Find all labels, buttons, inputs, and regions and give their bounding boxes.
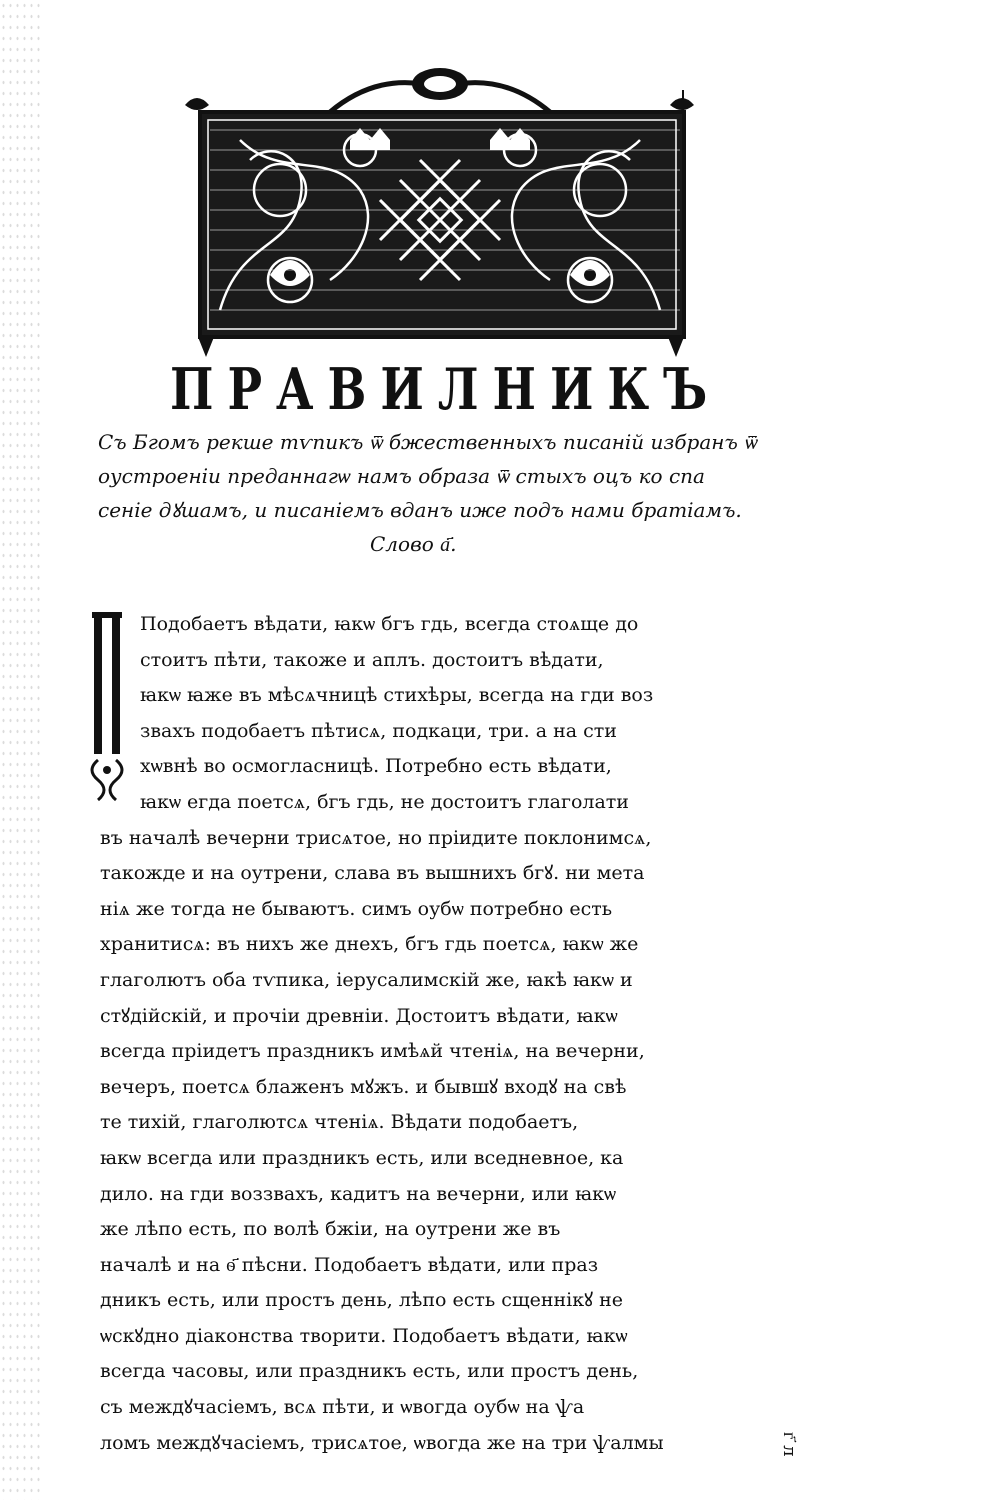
body-line: звахъ подобаетъ пѣтисѧ, подкаци, три. а на сти	[140, 719, 617, 742]
body-line: дникъ есть, или простъ день, лѣпо есть сщеннікꙋ не	[100, 1289, 623, 1312]
body-line: ѡскꙋдно діаконства творити. Подобаетъ вѣдати, ꙗкѡ	[100, 1324, 628, 1347]
body-line: всегда пріидетъ праздникъ имѣѧй чтеніѧ, на вечерни,	[100, 1040, 645, 1063]
body-line: въ началѣ вечерни трисѧтое, но пріидите поклонимсѧ,	[100, 826, 652, 849]
body-line: ꙗкѡ ꙗже въ мѣсѧчницѣ стихѣры, всегда на гди воз	[140, 684, 654, 707]
body-line: съ междꙋчасіемъ, всѧ пѣти, и ѡвогда оубѡ на ѱа	[100, 1396, 585, 1419]
body-line: глаголютъ оба тѵпика, іерусалимскій же, ꙗкѣ ꙗкѡ и	[100, 968, 633, 991]
body-line: всегда часовы, или праздникъ есть, или простъ день,	[100, 1360, 639, 1383]
page-title: ПРАВИЛНИКЪ	[170, 355, 722, 423]
subtitle-line: Съ Бгомъ рекше тѵпикъ ѿ бжественныхъ писаній избранъ ѿ	[98, 430, 757, 454]
ornamental-headpiece	[180, 60, 700, 360]
body-line: стоитъ пѣти, такоже и аплъ. достоитъ вѣдати,	[140, 648, 604, 671]
body-line: вечеръ, поетсѧ блаженъ мꙋжъ. и бывшꙋ входꙋ на свѣ	[100, 1075, 627, 1098]
body-line: ломъ междꙋчасіемъ, трисѧтое, ѡвогда же на три ѱалмы	[100, 1431, 664, 1454]
body-line: ꙗкѡ всегда или праздникъ есть, или вседневное, ка	[100, 1146, 624, 1169]
body-line: дило. на гди воззвахъ, кадитъ на вечерни, или ꙗкѡ	[100, 1182, 617, 1205]
body-line: ніѧ же тогда не бываютъ. симъ оубѡ потребно есть	[100, 897, 613, 920]
subtitle-line: оустроеніи преданнагѡ намъ образа ѿ стыхъ оцъ ко спа	[98, 464, 705, 488]
page-edge-speckle	[0, 0, 40, 1500]
body-line: стꙋдійскій, и прочіи древніи. Достоитъ вѣдати, ꙗкѡ	[100, 1004, 618, 1027]
body-line: хранитисѧ: въ нихъ же днехъ, бгъ гдь поетсѧ, ꙗкѡ же	[100, 933, 639, 956]
body-line: Подобаетъ вѣдати, ꙗкѡ бгъ гдь, всегда стоѧще до	[140, 613, 639, 635]
subtitle-line: сеніе дꙋшамъ, и писаніемъ вданъ иже подъ нами братіамъ.	[98, 498, 742, 522]
body-line: те тихій, глаголютсѧ чтеніѧ. Вѣдати подобаетъ,	[100, 1111, 579, 1134]
section-label: Слово а҃.	[370, 532, 457, 556]
body-line: хѡвнѣ во осмогласницѣ. Потребно есть вѣдати,	[140, 755, 612, 778]
subtitle-block	[98, 425, 778, 527]
body-line: такожде и на оутрени, слава въ вышнихъ бгꙋ. ни мета	[100, 862, 645, 885]
body-line: началѣ и на ѳ҃ пѣсни. Подобаетъ вѣдати, или праз	[100, 1253, 599, 1276]
body-line: же лѣпо есть, по волѣ бжіи, на оутрени же въ	[100, 1218, 561, 1241]
folio-mark: г҃ л	[779, 1432, 800, 1457]
body-line: ꙗкѡ егда поетсѧ, бгъ гдь, не достоитъ глаголати	[140, 790, 629, 813]
body-text	[100, 607, 780, 1461]
